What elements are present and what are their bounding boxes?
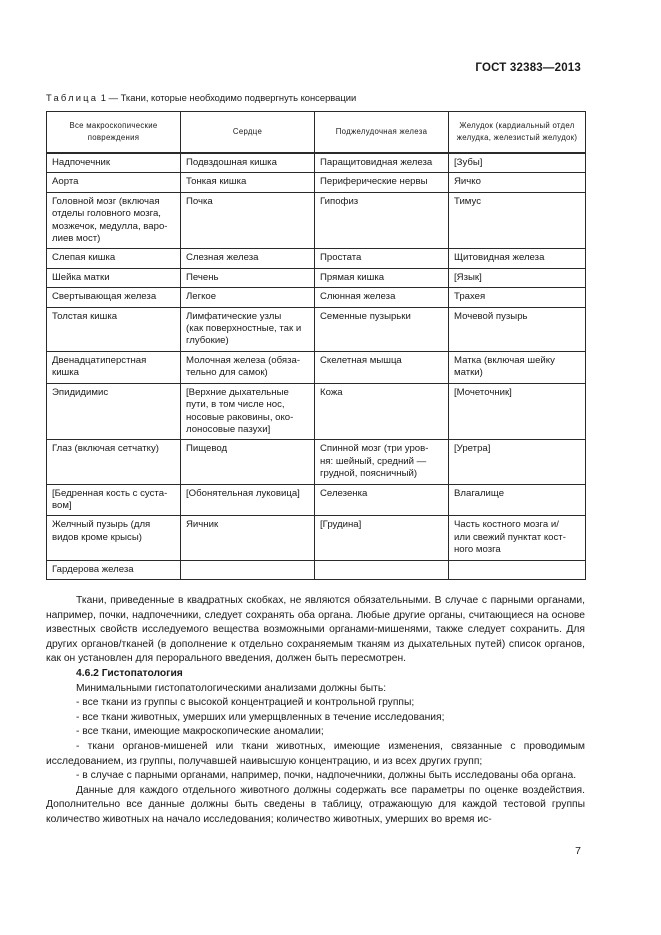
list-item: - все ткани животных, умерших или умерщвленных в течение исследования; [76,711,445,723]
table-cell: Слюнная железа [315,288,449,307]
table-row [47,192,586,249]
table-cell: Часть костного мозга и/ или свежий пунктат кост- ного мозга [449,516,586,560]
table-row [47,560,586,579]
column-header: Желудок (кардиальный отдел желудка, железистый желудок) [449,112,586,154]
table-row [47,351,586,383]
table-cell: Эпидидимис [47,383,181,440]
table-row [47,440,586,484]
intro-line: Минимальными гистопатологическими анализами должны быть: [76,682,387,694]
column-header: Поджелудочная железа [315,112,449,154]
table-cell: Простата [315,249,449,268]
table-cell: Лимфатические узлы (как поверхностные, так и глубокие) [181,307,315,351]
column-header: Все макроскопические повреждения [47,112,181,154]
section-heading: 4.6.2 Гистопатология [76,667,183,679]
table-cell: Яичко [449,173,586,192]
table-cell [315,560,449,579]
table-cell [449,560,586,579]
table-cell: [Зубы] [449,153,586,173]
table-caption [46,92,356,103]
page-number: 7 [575,845,581,857]
table-cell: [Верхние дыхательные пути, в том числе нос, носовые раковины, око- лоносовые пазухи] [181,383,315,440]
table-body [47,153,586,579]
table-cell: Свертывающая железа [47,288,181,307]
paragraph: Данные для каждого отдельного животного должны содержать все параметры по оценке воздействия. Дополнительно все данные должны быть сведены в таблицу, отражающую для каждой тестовой группы количество животных на начало исследования; количество животных, умерших во время ис- [46,784,585,825]
table-cell: Почка [181,192,315,249]
table-caption-prefix: Таблица [46,92,99,103]
table-cell: Молочная железа (обяза- тельно для самок) [181,351,315,383]
table-cell: Слепая кишка [47,249,181,268]
table-cell: Периферические нервы [315,173,449,192]
table-row [47,484,586,516]
table-cell: Шейка матки [47,268,181,287]
table-cell: [Уретра] [449,440,586,484]
list-item: - все ткани, имеющие макроскопические аномалии; [76,726,324,738]
table-cell: Трахея [449,288,586,307]
table-row [47,249,586,268]
table-cell: Паращитовидная железа [315,153,449,173]
table-row [47,288,586,307]
table-cell: Слезная железа [181,249,315,268]
table-cell: Тимус [449,192,586,249]
table-cell: Аорта [47,173,181,192]
table-cell: Спинной мозг (три уров- ня: шейный, средний — грудной, поясничный) [315,440,449,484]
table-cell [181,560,315,579]
table-row [47,307,586,351]
table-row [47,173,586,192]
table-row [47,383,586,440]
table-cell: Желчный пузырь (для видов кроме крысы) [47,516,181,560]
table-cell: Влагалище [449,484,586,516]
table-header-row [47,112,586,154]
table-cell: [Грудина] [315,516,449,560]
table-row [47,153,586,173]
list-item: - все ткани из группы с высокой концентрацией и контрольной группы; [76,697,415,709]
tissues-table [46,111,586,580]
table-cell: Скелетная мышца [315,351,449,383]
table-cell: Печень [181,268,315,287]
table-cell: Прямая кишка [315,268,449,287]
table-cell: Яичник [181,516,315,560]
table-cell: Мочевой пузырь [449,307,586,351]
table-cell: Тонкая кишка [181,173,315,192]
table-cell: Глаз (включая сетчатку) [47,440,181,484]
table-row [47,516,586,560]
table-cell: [Обонятельная луковица] [181,484,315,516]
table-cell: Двенадцатиперстная кишка [47,351,181,383]
standard-code: ГОСТ 32383—2013 [475,62,581,74]
table-cell: Семенные пузырьки [315,307,449,351]
table-cell: Щитовидная железа [449,249,586,268]
table-cell: Гардерова железа [47,560,181,579]
table-caption-title: 1 — Ткани, которые необходимо подвергнуть консервации [98,92,357,103]
table-cell: [Язык] [449,268,586,287]
table-cell: Надпочечник [47,153,181,173]
table-cell: Пищевод [181,440,315,484]
table-cell: Гипофиз [315,192,449,249]
paragraph: Ткани, приведенные в квадратных скобках, не являются обязательными. В случае с парными органами, например, почки, надпочечники, следует сохранять оба органа. Любые другие органы, считающиеся на основе известных свойств исследуемого вещества возможными органами-мишенями, также следует сохранить. Для других органов/тканей (в дополнение к отдельно сохраняемым тканям из дыхательных путей) список органов, как он установлен для перорального введения, должен быть пересмотрен. [46,595,585,665]
table-cell: Подвздошная кишка [181,153,315,173]
table-cell: Матка (включая шейку матки) [449,351,586,383]
list-item: - ткани органов-мишеней или ткани животных, имеющие изменения, связанные с проводимым исследованием, из группы, получавшей наивысшую концентрацию, и из всех других групп; [46,740,585,767]
table-cell: Кожа [315,383,449,440]
table-cell: [Бедренная кость с сустa- вом] [47,484,181,516]
list-item: - в случае с парными органами, например, почки, надпочечники, должны быть исследованы оба органа. [76,770,577,782]
table-cell: Головной мозг (включая отделы головного мозга, мозжечок, медулла, варо- лиев мост) [47,192,181,249]
table-cell: Толстая кишка [47,307,181,351]
body-text [46,594,585,828]
column-header: Сердце [181,112,315,154]
table-row [47,268,586,287]
table-cell: Легкое [181,288,315,307]
table-cell: Селезенка [315,484,449,516]
table-cell: [Мочеточник] [449,383,586,440]
